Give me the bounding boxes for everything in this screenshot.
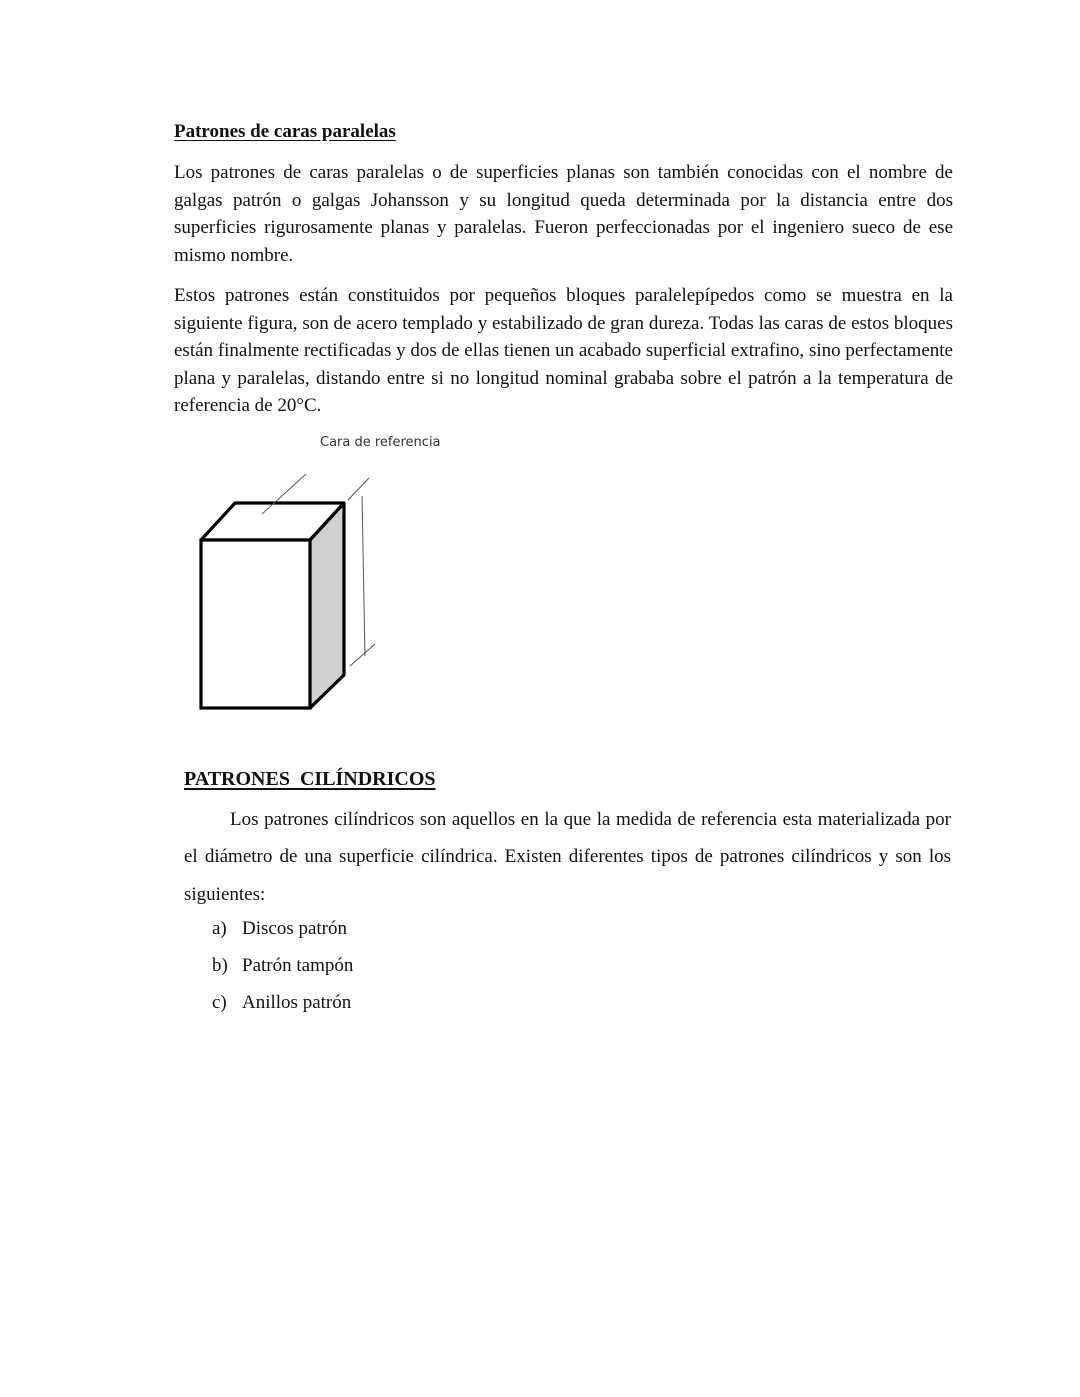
paragraph-galgas-intro: Los patrones de caras paralelas o de superficies planas son también conocidas con el nombre de galgas patrón o galgas Johansson y su longitud queda determinada por la distancia entre dos superficies rigurosamente planas y paralelas. Fueron perfeccionadas por el ingeniero sueco de ese mismo nombre. bbox=[174, 162, 953, 266]
gauge-block-figure bbox=[180, 430, 460, 730]
dimension-tick-top bbox=[348, 478, 369, 500]
front-face bbox=[201, 540, 310, 708]
list-item-text: Patrón tampón bbox=[242, 954, 354, 976]
gauge-block-drawing bbox=[180, 430, 460, 730]
list-item bbox=[212, 914, 353, 951]
list-marker: b) bbox=[212, 954, 228, 976]
list-item-text: Discos patrón bbox=[242, 918, 348, 939]
paragraph-bloques-description: Estos patrones están constituidos por pequeños bloques paralelepípedos como se muestra en la siguiente figura, son de acero templado y estabilizado de gran dureza. Todas las caras de estos bloques están finalmente rectificadas y dos de ellas tienen un acabado superficial extrafino, sino perfectamente plana y paralelas, distando entre si no longitud nominal grababa sobre el patrón a la temperatura de referencia de 20°C. bbox=[174, 285, 953, 417]
dimension-tick-bottom bbox=[350, 644, 375, 666]
list-marker: c) bbox=[212, 991, 227, 1013]
list-item bbox=[212, 951, 353, 988]
figure-label-cara-referencia: Cara de referencia bbox=[320, 435, 441, 450]
section-heading-cilindricos: PATRONES CILÍNDRICOS bbox=[184, 768, 436, 790]
section-heading-caras-paralelas: Patrones de caras paralelas bbox=[174, 121, 396, 142]
list-item-text: Anillos patrón bbox=[242, 991, 352, 1013]
list-marker: a) bbox=[212, 918, 227, 939]
paragraph-cilindricos-description: Los patrones cilíndricos son aquellos en la que la medida de referencia esta materializada por el diámetro de una superficie cilíndrica. Existen diferentes tipos de patrones cilíndricos y son los siguientes: bbox=[184, 809, 951, 905]
patrones-cilindricos-list bbox=[212, 914, 353, 1024]
list-item bbox=[212, 988, 353, 1025]
dimension-line bbox=[362, 496, 365, 656]
